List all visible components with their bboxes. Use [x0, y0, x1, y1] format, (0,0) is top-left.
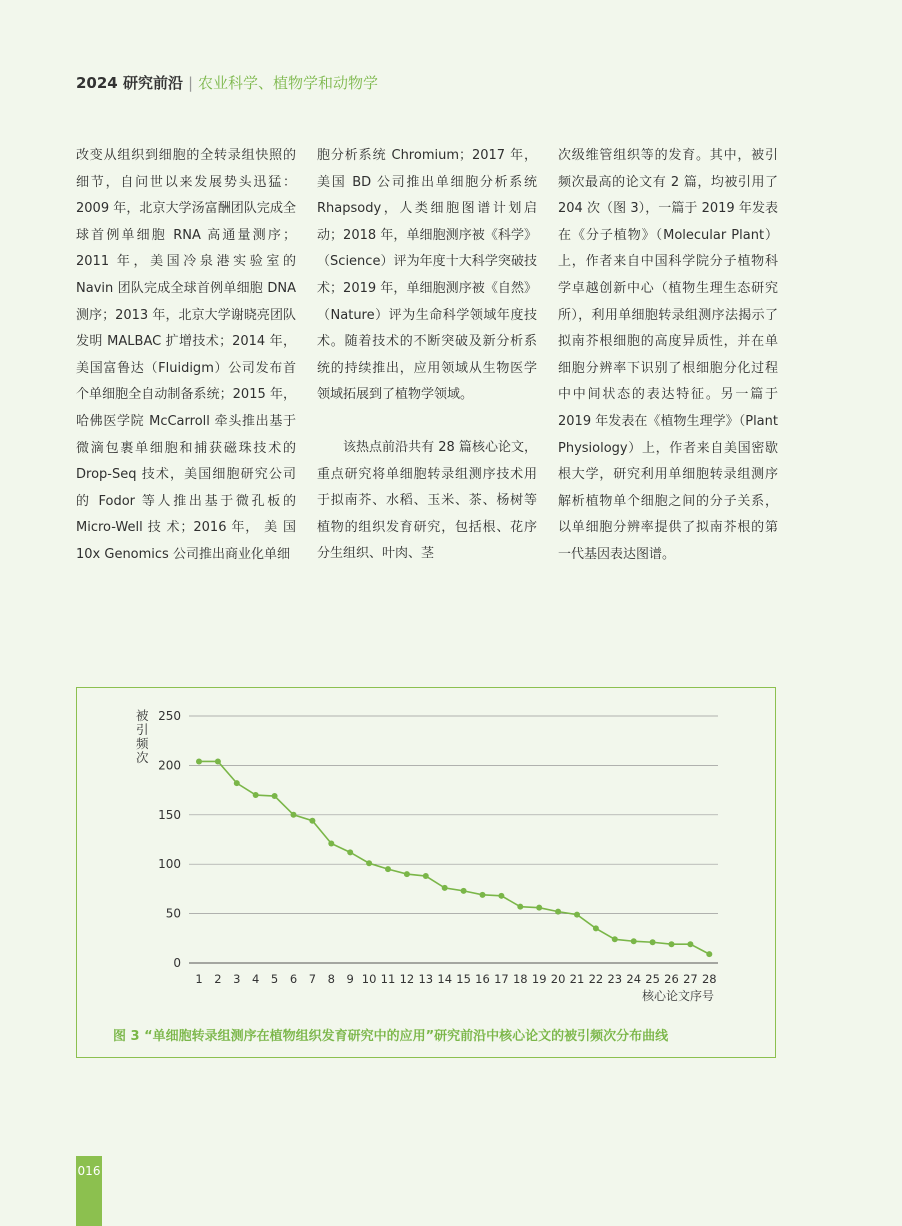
x-tick-label: 23: [607, 972, 623, 986]
paragraph: 改变从组织到细胞的全转录组快照的细节，自问世以来发展势头迅猛：2009 年，北京大学汤富酬团队完成全球首例单细胞 RNA 高通量测序；2011 年，美国冷泉港实验室的 Navin 团队完成全球首例单细胞 DNA 测序；2013 年，北京大学谢晓亮团队发明 MALBAC 扩增技术；2014 年，美国富鲁达（Fluidigm）公司发布首个单细胞全自动制备系统；2015 年，哈佛医学院 McCarroll 牵头推出基于微滴包裹单细胞和捕获磁珠技术的 Drop-Seq 技术，美国细胞研究公司的 Fodor 等人推出基于微孔板的 Micro-Well 技 术；2016 年， 美 国 10x Genomics 公司推出商业化单细: [76, 148, 296, 562]
text-column-1: [76, 143, 296, 569]
x-tick-label: 19: [531, 972, 547, 986]
x-tick-label: 15: [456, 972, 471, 986]
x-tick-label: 27: [683, 972, 698, 986]
x-tick-label: 7: [308, 972, 317, 986]
paragraph: 该热点前沿共有 28 篇核心论文，重点研究将单细胞转录组测序技术用于拟南芥、水稻、玉米、茶、杨树等植物的组织发育研究，包括根、花序分生组织、叶肉、茎: [317, 439, 537, 562]
data-point: [253, 792, 259, 798]
y-tick-label: 50: [165, 906, 181, 921]
data-point: [574, 912, 580, 918]
data-point: [555, 909, 561, 915]
x-tick-label: 25: [645, 972, 660, 986]
x-tick-label: 8: [327, 972, 335, 986]
data-point: [234, 780, 240, 786]
x-tick-label: 2: [214, 972, 222, 986]
section-title: 农业科学、植物学和动物学: [198, 74, 379, 92]
x-tick-label: 24: [626, 972, 642, 986]
x-tick-label: 3: [233, 972, 241, 986]
data-point: [687, 941, 693, 947]
x-tick-label: 28: [701, 972, 717, 986]
x-tick-label: 20: [550, 972, 566, 986]
data-point: [347, 849, 353, 855]
x-tick-label: 16: [475, 972, 490, 986]
page-number: 016: [77, 1164, 101, 1178]
data-point: [309, 818, 315, 824]
y-tick-label: 100: [158, 857, 181, 872]
data-point: [328, 840, 334, 846]
header-separator: |: [187, 74, 194, 92]
y-tick-label: 150: [158, 807, 181, 822]
data-point: [423, 873, 429, 879]
data-point: [498, 893, 504, 899]
data-point: [650, 939, 656, 945]
data-point: [196, 758, 202, 764]
x-tick-label: 12: [399, 972, 415, 986]
data-point: [536, 905, 542, 911]
x-tick-label: 22: [588, 972, 604, 986]
x-tick-label: 11: [380, 972, 396, 986]
data-point: [366, 860, 372, 866]
paragraph: 胞分析系统 Chromium；2017 年，美国 BD 公司推出单细胞分析系统 Rhapsody，人类细胞图谱计划启动；2018 年，单细胞测序被《科学》（Science）评为年度十大科学突破技术；2019 年，单细胞测序被《自然》（Nature）评为生命科学领域年度技术。随着技术的不断突破及新分析系统的持续推出，应用领域从生物医学领域拓展到了植物学领域。: [317, 148, 537, 403]
text-column-3: [558, 143, 778, 569]
y-tick-label: 0: [173, 956, 181, 970]
x-tick-label: 14: [437, 972, 453, 986]
data-point: [385, 866, 391, 872]
y-tick-label: 250: [158, 709, 181, 723]
figure-caption: 图 3 “单细胞转录组测序在植物组织发育研究中的应用”研究前沿中核心论文的被引频次分布曲线: [113, 1029, 669, 1044]
x-axis-label: 核心论文序号: [641, 989, 714, 1003]
data-point: [593, 925, 599, 931]
data-point: [291, 812, 297, 818]
x-tick-label: 13: [418, 972, 434, 986]
x-tick-label: 9: [346, 972, 354, 986]
x-tick-label: 10: [361, 972, 377, 986]
data-point: [631, 938, 637, 944]
x-tick-label: 5: [270, 972, 279, 986]
data-point: [215, 758, 221, 764]
data-point: [669, 941, 675, 947]
y-axis-label: 被引频次: [136, 708, 149, 765]
data-point: [272, 793, 278, 799]
data-point: [480, 892, 486, 898]
text-column-2: [317, 143, 537, 568]
x-tick-label: 4: [252, 972, 260, 986]
data-point: [706, 951, 712, 957]
y-tick-label: 200: [158, 758, 181, 773]
x-tick-label: 18: [512, 972, 528, 986]
data-point: [612, 936, 618, 942]
page-number-tab: [76, 1156, 102, 1226]
data-point: [461, 888, 467, 894]
data-point: [404, 871, 410, 877]
paragraph: 次级维管组织等的发育。其中，被引频次最高的论文有 2 篇，均被引用了 204 次（图 3），一篇于 2019 年发表在《分子植物》（Molecular Plant）上，作者来自中国科学院分子植物科学卓越创新中心（植物生理生态研究所），利用单细胞转录组测序法揭示了拟南芥根细胞的高度异质性，并在单细胞分辨率下识别了根细胞分化过程中中间状态的表达特征。另一篇于 2019 年发表在《植物生理学》（Plant Physiology）上，作者来自美国密歇根大学，研究利用单细胞转录组测序解析植物单个细胞之间的分子关系，以单细胞分辨率提供了拟南芥根的第一代基因表达图谱。: [558, 148, 778, 562]
data-point: [517, 904, 523, 910]
running-header: [76, 73, 378, 93]
figure-box: [76, 687, 776, 1058]
x-tick-label: 26: [664, 972, 679, 986]
x-tick-label: 6: [289, 972, 298, 986]
data-point: [442, 885, 448, 891]
report-title: 2024 研究前沿: [76, 74, 183, 92]
series-line: [199, 761, 709, 954]
x-tick-label: 1: [195, 972, 203, 986]
x-tick-label: 21: [569, 972, 585, 986]
x-tick-label: 17: [494, 972, 509, 986]
